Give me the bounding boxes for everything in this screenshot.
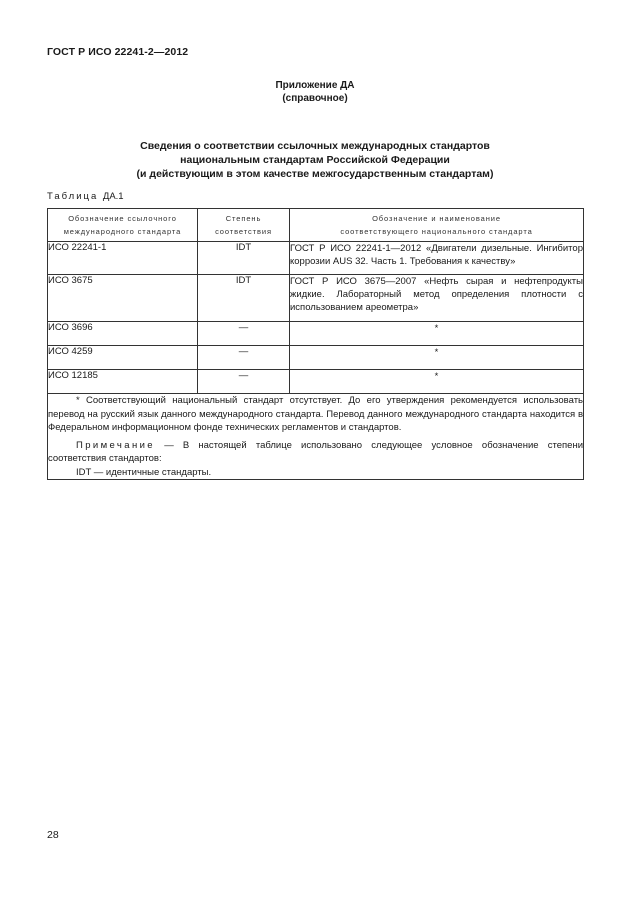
header-national-standard: [290, 209, 584, 242]
cell-degree: —: [198, 322, 290, 346]
cell-national: ГОСТ Р ИСО 22241-1—2012 «Двигатели дизельные. Ингибитор коррозии AUS 32. Часть 1. Требования к качеству»: [290, 242, 584, 275]
cell-national: *: [290, 346, 584, 370]
table-row: [48, 242, 584, 275]
document-header: ГОСТ Р ИСО 22241-2—2012: [47, 46, 189, 58]
table-row: [48, 322, 584, 346]
table-notes-row: [48, 394, 584, 480]
header-degree-line-1: Степень: [225, 214, 262, 223]
correspondence-table: [47, 208, 584, 480]
cell-ref: ИСО 3675: [48, 275, 198, 322]
cell-degree: —: [198, 370, 290, 394]
header-ref-standard: [48, 209, 198, 242]
table-note: [48, 439, 583, 466]
cell-degree: IDT: [198, 242, 290, 275]
heading-line-1: Сведения о соответствии ссылочных международных стандартов: [140, 140, 490, 152]
table-header-row: [48, 209, 584, 242]
annex-subtitle: (справочное): [282, 93, 348, 104]
table-row: [48, 346, 584, 370]
table-notes: [48, 394, 584, 480]
table-caption: [47, 191, 124, 202]
cell-ref: ИСО 4259: [48, 346, 198, 370]
header-degree-line-2: соответствия: [215, 227, 272, 236]
table-caption-number: ДА.1: [102, 191, 124, 202]
table-footnote: * Соответствующий национальный стандарт отсутствует. До его утверждения рекомендуется использовать перевод на русский язык данного международного стандарта. Перевод данного международного стандарта находится в Федеральном информационном фонде технических регламентов и стандартов.: [48, 395, 583, 433]
annex-title: Приложение ДА: [275, 80, 355, 91]
section-heading: [0, 139, 630, 181]
cell-national: ГОСТ Р ИСО 3675—2007 «Нефть сырая и нефтепродукты жидкие. Лабораторный метод определения плотности с использованием ареометра»: [290, 275, 584, 322]
cell-national: *: [290, 370, 584, 394]
table-row: [48, 370, 584, 394]
note-label: Примечание: [76, 439, 155, 451]
heading-line-2: национальным стандартам Российской Федерации: [180, 154, 450, 166]
cell-degree: IDT: [198, 275, 290, 322]
header-ref-line-1: Обозначение ссылочного: [68, 214, 177, 223]
cell-ref: ИСО 3696: [48, 322, 198, 346]
header-national-line-1: Обозначение и наименование: [372, 214, 501, 223]
cell-national: *: [290, 322, 584, 346]
header-ref-line-2: международного стандарта: [63, 227, 182, 236]
header-degree: [198, 209, 290, 242]
heading-line-3: (и действующим в этом качестве межгосударственным стандартам): [136, 168, 494, 180]
note-idt-definition: IDT — идентичные стандарты.: [76, 466, 212, 478]
cell-ref: ИСО 22241-1: [48, 242, 198, 275]
header-national-line-2: соответствующего национального стандарта: [340, 227, 533, 236]
annex-title-block: [0, 79, 630, 105]
table-caption-label: Таблица: [47, 191, 99, 202]
page-number: 28: [47, 829, 59, 841]
cell-degree: —: [198, 346, 290, 370]
table-row: [48, 275, 584, 322]
cell-ref: ИСО 12185: [48, 370, 198, 394]
note-text: — В настоящей таблице использовано следующее условное обозначение степени соответствия стандартов:: [48, 439, 583, 464]
